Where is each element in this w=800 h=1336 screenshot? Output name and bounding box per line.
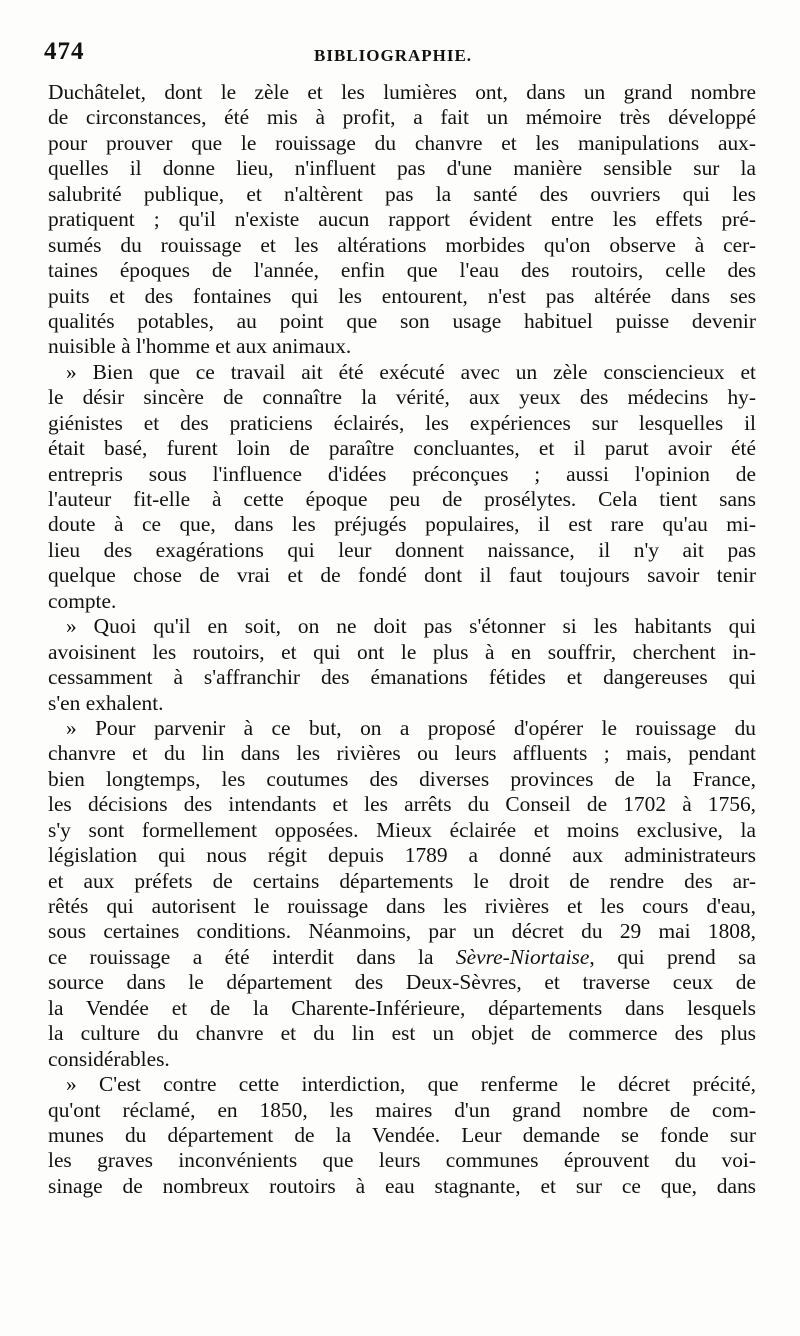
- text-line: cessamment à s'affranchir des émanations fétides et dangereuses qui: [48, 665, 756, 690]
- text-line: » Quoi qu'il en soit, on ne doit pas s'étonner si les habitants qui: [66, 614, 756, 639]
- text-line: considérables.: [48, 1046, 170, 1071]
- text-line: la Vendée et de la Charente-Inférieure, départements dans lesquels: [48, 995, 756, 1020]
- text-line: rêtés qui autorisent le rouissage dans les rivières et les cours d'eau,: [48, 894, 756, 918]
- page-header: [44, 38, 756, 70]
- text-line: sous certaines conditions. Néanmoins, par un décret du 29 mai 1808,: [48, 919, 756, 944]
- text-line: pour prouver que le rouissage du chanvre et les manipulations aux-: [48, 130, 756, 155]
- text-line: giénistes et des praticiens éclairés, les expériences sur lesquelles il: [48, 410, 756, 435]
- text-line: Duchâtelet, dont le zèle et les lumières ont, dans un grand nombre: [48, 80, 756, 104]
- text-line: était basé, furent loin de paraître concluantes, et il parut avoir été: [48, 436, 756, 461]
- running-head: BIBLIOGRAPHIE.: [314, 46, 473, 65]
- text-line: nuisible à l'homme et aux animaux.: [48, 334, 352, 359]
- text-line: le désir sincère de connaître la vérité, aux yeux des médecins hy-: [48, 385, 756, 410]
- text-line: les décisions des intendants et les arrêts du Conseil de 1702 à 1756,: [48, 792, 756, 817]
- page-number: 474: [44, 38, 85, 65]
- text-line: » C'est contre cette interdiction, que renferme le décret précité,: [66, 1072, 756, 1097]
- text-line: munes du département de la Vendée. Leur demande se fonde sur: [48, 1122, 756, 1147]
- text-line: les graves inconvénients que leurs communes éprouvent du voi-: [48, 1148, 756, 1173]
- text-line: qualités potables, au point que son usage habituel puisse devenir: [48, 308, 756, 333]
- text-line: salubrité publique, et n'altèrent pas la santé des ouvriers qui les: [48, 181, 756, 206]
- text-line: quelque chose de vrai et de fondé dont il faut toujours savoir tenir: [48, 563, 756, 588]
- text-line: la culture du chanvre et du lin est un objet de commerce des plus: [48, 1021, 756, 1046]
- text-line: pratiquent ; qu'il n'existe aucun rapport évident entre les effets pré-: [48, 207, 756, 232]
- text-line: lieu des exagérations qui leur donnent naissance, il n'y ait pas: [48, 537, 756, 562]
- text-line: qu'ont réclamé, en 1850, les maires d'un grand nombre de com-: [48, 1097, 756, 1122]
- river-name: Sèvre-Niortaise: [455, 944, 590, 969]
- text-line: quelles il donne lieu, n'influent pas d'une manière sensible sur la: [48, 156, 756, 181]
- text-line: et aux préfets de certains départements le droit de rendre des ar-: [48, 868, 756, 893]
- text-line: entrepris sous l'influence d'idées préconçues ; aussi l'opinion de: [48, 461, 756, 486]
- text-line: source dans le département des Deux-Sèvres, et traverse ceux de: [48, 970, 756, 995]
- text-line: bien longtemps, les coutumes des diverses provinces de la France,: [48, 766, 756, 791]
- text-line: sumés du rouissage et les altérations morbides qu'on observe à cer-: [48, 232, 756, 257]
- text-line: » Bien que ce travail ait été exécuté avec un zèle consciencieux et: [66, 359, 756, 384]
- text-line: ce rouissage a été interdit dans la Sèvre-Niortaise, qui prend sa: [48, 944, 756, 969]
- text-line: doute à ce que, dans les préjugés populaires, il est rare qu'au mi-: [48, 512, 756, 537]
- body-text: [48, 80, 756, 1199]
- text-line: l'auteur fit-elle à cette époque peu de prosélytes. Cela tient sans: [48, 487, 756, 511]
- text-line: avoisinent les routoirs, et qui ont le plus à en souffrir, cherchent in-: [48, 639, 756, 664]
- text-line: de circonstances, été mis à profit, a fait un mémoire très développé: [48, 105, 756, 130]
- text-line: puits et des fontaines qui les entourent, n'est pas altérée dans ses: [48, 283, 756, 308]
- text-line: chanvre et du lin dans les rivières ou leurs affluents ; mais, pendant: [48, 741, 756, 766]
- text-line: s'y sont formellement opposées. Mieux éclairée et moins exclusive, la: [48, 817, 756, 842]
- text-line: compte.: [48, 588, 117, 613]
- text-line: législation qui nous régit depuis 1789 a donné aux administrateurs: [48, 843, 756, 868]
- text-line: » Pour parvenir à ce but, on a proposé d'opérer le rouissage du: [66, 715, 756, 740]
- text-line: taines époques de l'année, enfin que l'eau des routoirs, celle des: [48, 258, 756, 283]
- text-line: sinage de nombreux routoirs à eau stagnante, et sur ce que, dans: [48, 1173, 756, 1198]
- text-line: s'en exhalent.: [48, 690, 164, 715]
